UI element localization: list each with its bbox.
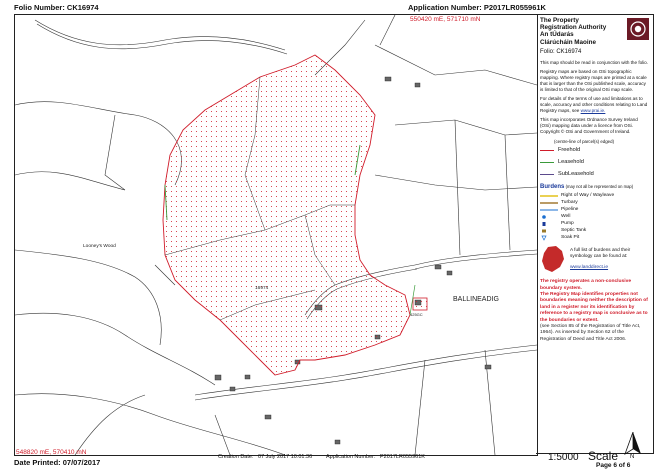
burden-septic-tank-label: Septic Tank	[561, 227, 587, 233]
legend-subleasehold-label: SubLeasehold	[558, 170, 594, 177]
burden-soak-pit	[540, 234, 649, 241]
septic-tank-icon	[540, 228, 558, 234]
creation-date-label: Creation Date:	[218, 454, 254, 460]
folio-number-header: Folio Number: CK16974	[14, 3, 99, 12]
creation-application-value: P2017LR055961K	[380, 454, 425, 460]
burden-soak-pit-label: Soak Pit	[561, 234, 580, 240]
small-plot-label: 425GC	[410, 312, 423, 317]
burdens-info-block	[540, 245, 649, 275]
burden-well	[540, 213, 649, 220]
legend-panel	[536, 14, 654, 454]
panel-folio: Folio: CK16974	[540, 48, 582, 55]
north-arrow-icon	[624, 432, 642, 458]
authority-line-3: An tÚdarás	[540, 31, 574, 39]
legend-subleasehold	[540, 168, 649, 180]
warning-line-3: (see Section 85 of the Registration of Title Act, 1964). As inserted by Section 62 of the Registration of Deed and Title Act 2006.	[540, 323, 641, 342]
burden-right-of-way	[540, 192, 649, 199]
authority-title	[540, 17, 622, 46]
burden-well-label: Well	[561, 213, 571, 219]
burden-turbary-label: Turbary	[561, 199, 578, 205]
note-terms-text: For details of the terms of use and limitations as to scale, accuracy and other conditions relating to Land Registry maps, see	[540, 96, 648, 114]
warning-line-2: The Registry Map identifies properties not boundaries meaning neither the description of land in a register nor its identification by reference to a registry map is conclusive as to the boundaries or extent.	[540, 292, 648, 323]
boundary-warning	[540, 279, 649, 343]
prai-link[interactable]: www.prai.ie.	[580, 108, 606, 114]
authority-line-1: The Property	[540, 17, 579, 24]
registry-map[interactable]	[15, 15, 537, 455]
burden-right-of-way-label: Right of Way / Wayleave	[561, 192, 615, 198]
application-number-header: Application Number: P2017LR055961K	[408, 3, 546, 12]
date-printed: Date Printed: 07/07/2017	[14, 458, 101, 467]
tenure-legend	[540, 144, 649, 180]
top-right-coordinate: 550420 mE, 571710 mN	[410, 16, 481, 23]
well-icon	[540, 214, 558, 220]
freehold-swatch	[540, 150, 554, 151]
burdens-heading	[540, 184, 649, 192]
landdirect-link[interactable]: www.landdirect.ie	[570, 265, 609, 271]
authority-line-4: Clárúcháin Maoine	[540, 38, 596, 46]
leasehold-swatch	[540, 162, 554, 163]
ireland-map-icon	[540, 245, 566, 273]
warning-line-1: The registry operates a non-conclusive boundary system.	[540, 279, 632, 291]
freehold-parcel	[163, 55, 427, 375]
note-osi-mapping: Registry maps are based on OSi topographic mapping. Where registry maps are printed at a scale that is larger than the OSi published scale, accuracy is limited to that of the original OSi map scale.	[540, 68, 647, 93]
svg-text:N: N	[630, 454, 635, 458]
legend-leasehold	[540, 156, 649, 168]
authority-line-2: Registration Authority	[540, 24, 607, 32]
page-number: Page 6 of 6	[596, 462, 631, 469]
subleasehold-swatch	[540, 174, 554, 175]
note-read-with-folio: This map should be read in conjunction with the folio.	[540, 59, 649, 65]
burdens-info: A full list of burdens and their symbology can be found at:	[570, 247, 631, 259]
note-copyright: This map incorporates Ordnance Survey Ireland (OSi) mapping data under a licence from OSi. Copyright © OSi and Government of Ireland.	[540, 117, 638, 135]
townland-label: BALLINEADIG	[453, 296, 499, 303]
burdens-list	[540, 192, 649, 241]
burdens-title: Burdens	[540, 184, 565, 191]
legend-freehold	[540, 144, 649, 156]
plot-number-label: 16974	[255, 286, 269, 291]
creation-application-label: Application Number:	[326, 454, 376, 460]
map-frame[interactable]	[14, 14, 538, 456]
creation-date-value: 07 July 2017 10:01:36	[258, 454, 313, 460]
pipeline-icon	[540, 207, 558, 213]
burden-turbary	[540, 199, 649, 206]
bottom-left-coordinate: 548820 mE, 570410 mN	[16, 449, 87, 456]
prai-crest-icon	[627, 18, 649, 40]
legend-leasehold-label: Leasehold	[558, 158, 584, 165]
note-terms	[540, 96, 649, 114]
scale-label: Scale	[588, 449, 619, 463]
burden-pipeline	[540, 206, 649, 213]
burdens-note: (may not all be represented on map)	[565, 184, 634, 190]
pump-icon	[540, 221, 558, 227]
scale-value: 1:5000	[548, 452, 579, 463]
wood-label: Looney's Wood	[83, 244, 116, 249]
burden-pipeline-label: Pipeline	[561, 206, 579, 212]
burden-pump	[540, 220, 649, 227]
soak-pit-icon	[540, 235, 558, 241]
legend-freehold-label: Freehold	[558, 146, 581, 153]
turbary-icon	[540, 200, 558, 206]
legend-caption: (centre-line of parcel(s) edged)	[554, 138, 615, 144]
burden-septic-tank	[540, 227, 649, 234]
burden-pump-label: Pump	[561, 220, 574, 226]
right-of-way-icon	[540, 193, 558, 199]
